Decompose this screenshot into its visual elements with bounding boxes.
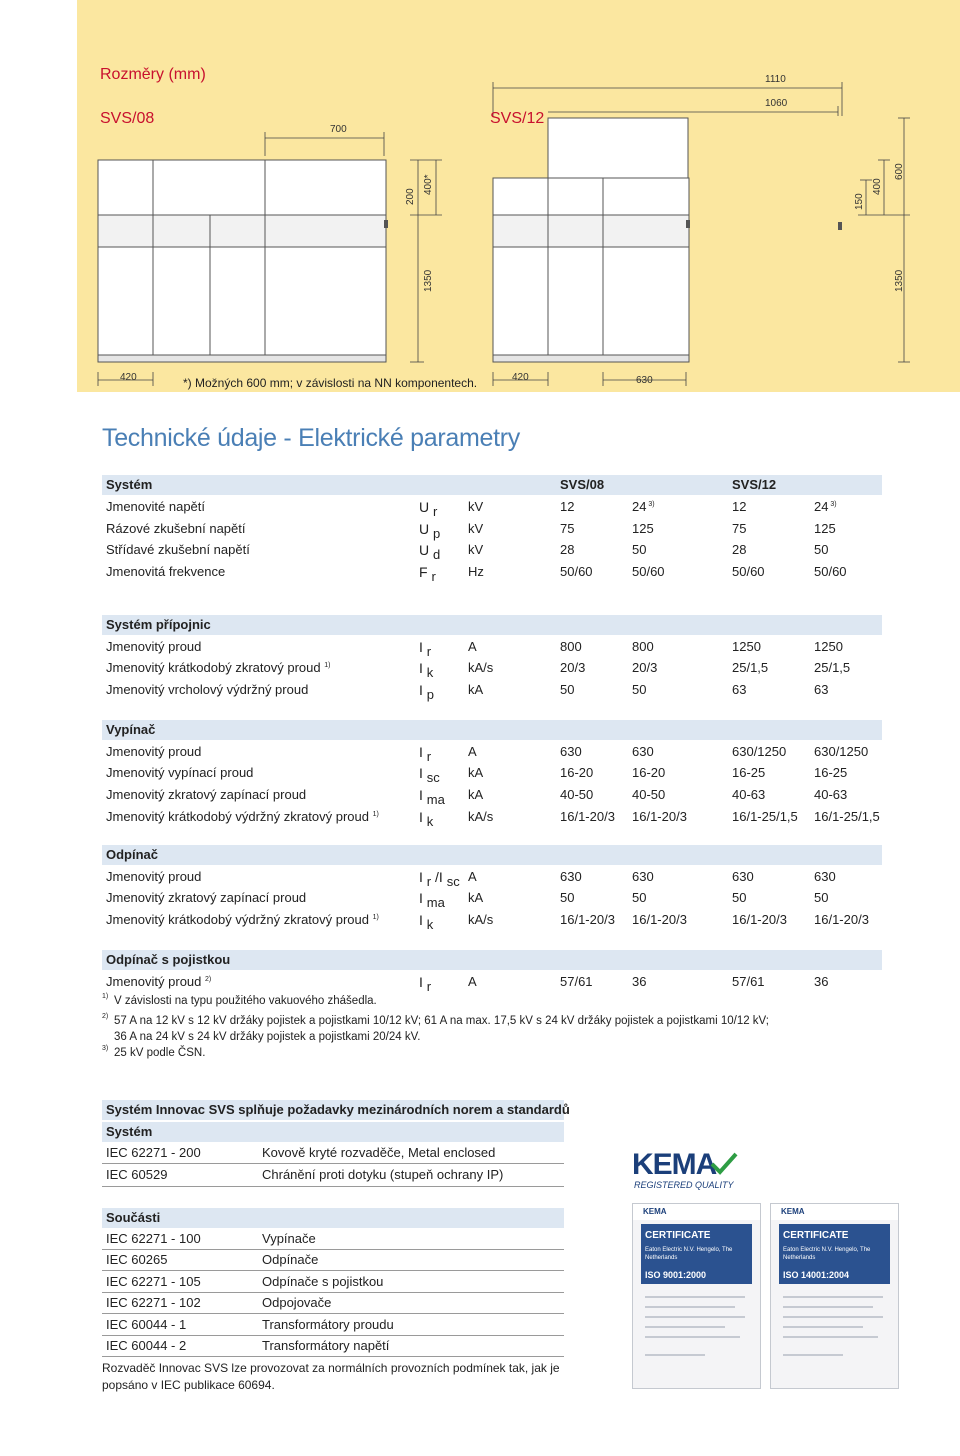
param-value: 50 xyxy=(732,890,747,906)
param-value: 63 xyxy=(732,682,747,698)
standard-row: IEC 60265 Odpínače xyxy=(106,1252,319,1267)
param-symbol: I $_k$ xyxy=(419,912,434,933)
dim-h400star: 400* xyxy=(423,174,434,195)
param-unit: kA/s xyxy=(468,660,494,676)
param-value: 24 $^{3)}$ xyxy=(814,499,837,514)
table-row xyxy=(102,519,882,539)
table-row xyxy=(102,785,882,808)
param-value: 12 xyxy=(560,499,575,514)
standard-row: IEC 60529 Chránění proti dotyku (stupeň ochrany IP) xyxy=(106,1167,504,1182)
standards-header: Systém Innovac SVS splňuje požadavky mezinárodních norem a standardů xyxy=(102,1100,564,1120)
param-value: 800 xyxy=(560,638,582,654)
dim-h1350b: 1350 xyxy=(894,269,905,292)
param-value: 630 xyxy=(632,743,654,759)
dim-w1060: 1060 xyxy=(765,98,788,109)
dim-w1110: 1110 xyxy=(765,74,786,85)
param-label: Jmenovité napětí xyxy=(106,499,206,514)
standard-row: IEC 62271 - 105 Odpínače s pojistkou xyxy=(106,1274,384,1289)
table-row xyxy=(102,763,882,786)
standard-row: IEC 62271 - 100 Vypínače xyxy=(106,1231,316,1246)
dimensions-panel xyxy=(77,0,960,392)
param-symbol: I $_{sc}$ xyxy=(419,765,440,786)
dim-h200: 200 xyxy=(405,188,416,205)
param-value: 75 xyxy=(732,520,747,536)
table-row xyxy=(102,807,882,827)
param-unit: kV xyxy=(468,520,484,536)
table-row xyxy=(102,910,882,933)
section-header: Vypínač xyxy=(102,720,882,740)
svs12-label: SVS/12 xyxy=(490,110,545,127)
param-value: 16/1-20/3 xyxy=(632,912,687,928)
header-svs12: SVS/12 xyxy=(732,477,777,492)
switchgear-drawing xyxy=(77,0,960,392)
section-header: Odpínač xyxy=(102,845,882,865)
param-value: 57/61 xyxy=(732,973,765,989)
param-symbol: I $_k$ xyxy=(419,660,434,681)
param-value: 16/1-20/3 xyxy=(732,912,787,928)
param-label: Jmenovitý krátkodobý výdržný zkratový proud $^{1)}$ xyxy=(106,808,379,824)
param-unit: A xyxy=(468,638,477,654)
kema-logo: KEMA REGISTERED QUALITY xyxy=(632,1148,716,1182)
param-value: 28 xyxy=(560,542,575,558)
dim-d630: 630 xyxy=(636,375,653,386)
table-row xyxy=(102,540,882,563)
svs08-lv-box xyxy=(153,160,265,215)
param-symbol: I $_{ma}$ xyxy=(419,787,445,808)
param-value: 630/1250 xyxy=(814,743,869,759)
param-value: 50/60 xyxy=(560,564,593,580)
param-value: 630/1250 xyxy=(732,743,787,759)
section-header: Systém přípojnic xyxy=(102,615,882,635)
param-value: 16/1-20/3 xyxy=(632,808,687,824)
param-value: 16/1-25/1,5 xyxy=(732,808,798,824)
param-unit: kA/s xyxy=(468,912,494,928)
param-label: Jmenovitý vypínací proud xyxy=(106,765,254,781)
standards-section xyxy=(102,1100,570,1360)
param-value: 20/3 xyxy=(560,660,586,676)
param-value: 16-20 xyxy=(632,765,666,781)
param-symbol: I $_k$ xyxy=(419,808,434,829)
param-value: 16/1-25/1,5 xyxy=(814,808,880,824)
dim-h600: 600 xyxy=(894,163,905,180)
param-value: 16/1-20/3 xyxy=(814,912,869,928)
param-value: 125 xyxy=(814,520,836,536)
param-value: 50 xyxy=(814,890,829,906)
param-symbol: I $_r$ xyxy=(419,638,432,659)
param-value: 40-63 xyxy=(732,787,766,803)
param-unit: Hz xyxy=(468,564,484,580)
param-value: 20/3 xyxy=(632,660,658,676)
param-value: 50 xyxy=(632,682,647,698)
svs08-control-strip xyxy=(98,215,386,247)
table-row xyxy=(102,658,882,681)
param-value: 630 xyxy=(814,868,836,884)
param-unit: A xyxy=(468,743,477,759)
table-row xyxy=(102,972,882,992)
parameters-table xyxy=(102,475,882,1005)
param-unit: kV xyxy=(468,542,484,558)
param-value: 24 $^{3)}$ xyxy=(632,499,655,514)
param-symbol: I $_{ma}$ xyxy=(419,890,445,911)
param-symbol: I $_r$ xyxy=(419,743,432,764)
param-unit: kA xyxy=(468,890,484,906)
param-value: 40-50 xyxy=(560,787,594,803)
page-title: Technické údaje - Elektrické parametry xyxy=(102,424,520,452)
param-label: Jmenovitý proud xyxy=(106,868,202,884)
param-symbol: I $_r$ xyxy=(419,973,432,994)
param-value: 50 xyxy=(560,890,575,906)
param-symbol: I $_r$ /I $_{sc}$ xyxy=(419,868,460,889)
param-label: Jmenovitý krátkodobý výdržný zkratový proud $^{1)}$ xyxy=(106,912,379,928)
dim-h150: 150 xyxy=(854,193,865,210)
param-symbol: I $_p$ xyxy=(419,682,435,703)
table-row xyxy=(102,680,882,703)
param-value: 16/1-20/3 xyxy=(560,808,615,824)
param-value: 50 xyxy=(632,542,647,558)
param-label: Střídavé zkušební napětí xyxy=(106,542,250,558)
param-label: Jmenovitý proud xyxy=(106,743,202,759)
param-value: 50 xyxy=(814,542,829,558)
param-value: 12 xyxy=(732,499,747,514)
svs08-label: SVS/08 xyxy=(100,110,155,127)
standards-parts-title: Součásti xyxy=(102,1208,564,1228)
param-label: Jmenovitý proud $^{2)}$ xyxy=(106,973,212,989)
param-value: 63 xyxy=(814,682,829,698)
certificate-iso9001: KEMA CERTIFICATE Eaton Electric N.V. Hengelo, The Netherlands ISO 9001:2000 xyxy=(632,1203,761,1389)
dim-h1350a: 1350 xyxy=(423,269,434,292)
param-value: 28 xyxy=(732,542,747,558)
param-value: 125 xyxy=(632,520,654,536)
table-row xyxy=(102,637,882,657)
dim-d420a: 420 xyxy=(120,372,137,383)
param-unit: kA xyxy=(468,787,484,803)
table-row xyxy=(102,888,882,911)
standard-row: IEC 62271 - 200 Kovově kryté rozvaděče, Metal enclosed xyxy=(106,1145,496,1160)
standards-system-title: Systém xyxy=(102,1122,564,1142)
param-unit: kA xyxy=(468,682,484,698)
header-svs08: SVS/08 xyxy=(560,477,605,492)
param-value: 630 xyxy=(560,868,582,884)
param-label: Jmenovitá frekvence xyxy=(106,564,226,580)
param-value: 630 xyxy=(632,868,654,884)
param-value: 16-25 xyxy=(732,765,766,781)
standard-row: IEC 60044 - 2 Transformátory napětí xyxy=(106,1338,390,1353)
kema-check-icon xyxy=(710,1150,738,1178)
param-value: 50 xyxy=(632,890,647,906)
param-unit: A xyxy=(468,868,477,884)
svs12-lv-box xyxy=(548,118,688,178)
param-label: Jmenovitý zkratový zapínací proud xyxy=(106,787,307,803)
param-value: 25/1,5 xyxy=(732,660,769,676)
param-value: 50 xyxy=(560,682,575,698)
param-value: 57/61 xyxy=(560,973,593,989)
standard-row: IEC 62271 - 102 Odpojovače xyxy=(106,1295,332,1310)
table-row xyxy=(102,497,882,517)
param-value: 75 xyxy=(560,520,575,536)
param-unit: kA xyxy=(468,765,484,781)
param-unit: kA/s xyxy=(468,808,494,824)
param-value: 1250 xyxy=(732,638,761,654)
param-value: 800 xyxy=(632,638,654,654)
dim-h400: 400 xyxy=(872,178,883,195)
param-value: 36 xyxy=(814,973,829,989)
table-row xyxy=(102,742,882,762)
param-value: 50/60 xyxy=(814,564,847,580)
param-unit: kV xyxy=(468,499,484,514)
param-value: 25/1,5 xyxy=(814,660,851,676)
param-label: Jmenovitý zkratový zapínací proud xyxy=(106,890,307,906)
param-value: 16-20 xyxy=(560,765,594,781)
dimensions-title: Rozměry (mm) xyxy=(100,66,206,83)
param-label: Jmenovitý vrcholový výdržný proud xyxy=(106,682,309,698)
standards-closing: Rozvaděč Innovac SVS lze provozovat za normálních provozních podmínek tak, jak je popsáno v IEC publikace 60694. xyxy=(102,1361,560,1392)
param-symbol: U $_p$ xyxy=(419,520,441,541)
param-label: Rázové zkušební napětí xyxy=(106,520,246,536)
header-system: Systém xyxy=(106,477,153,492)
param-value: 50/60 xyxy=(732,564,765,580)
param-value: 630 xyxy=(732,868,754,884)
param-value: 630 xyxy=(560,743,582,759)
param-symbol: U $_d$ xyxy=(419,542,441,563)
param-label: Jmenovitý krátkodobý zkratový proud $^{1)}$ xyxy=(106,660,331,676)
param-symbol: U $_r$ xyxy=(419,499,438,519)
param-label: Jmenovitý proud xyxy=(106,638,202,654)
param-value: 1250 xyxy=(814,638,843,654)
dimension-note: *) Možných 600 mm; v závislosti na NN komponentech. xyxy=(183,376,478,390)
certificate-iso14001: KEMA CERTIFICATE Eaton Electric N.V. Hengelo, The Netherlands ISO 14001:2004 xyxy=(770,1203,899,1389)
param-value: 40-50 xyxy=(632,787,666,803)
param-value: 16/1-20/3 xyxy=(560,912,615,928)
svs12-outline xyxy=(493,178,689,362)
dim-w700: 700 xyxy=(330,124,347,135)
dim-d420b: 420 xyxy=(512,372,529,383)
param-value: 16-25 xyxy=(814,765,848,781)
param-value: 50/60 xyxy=(632,564,665,580)
table-row xyxy=(102,562,882,585)
standard-row: IEC 60044 - 1 Transformátory proudu xyxy=(106,1317,394,1332)
param-unit: A xyxy=(468,973,477,989)
table-row xyxy=(102,867,882,887)
param-value: 40-63 xyxy=(814,787,848,803)
param-symbol: F $_r$ xyxy=(419,564,436,585)
section-header: Odpínač s pojistkou xyxy=(102,950,882,970)
param-value: 36 xyxy=(632,973,647,989)
table-header xyxy=(102,475,882,495)
